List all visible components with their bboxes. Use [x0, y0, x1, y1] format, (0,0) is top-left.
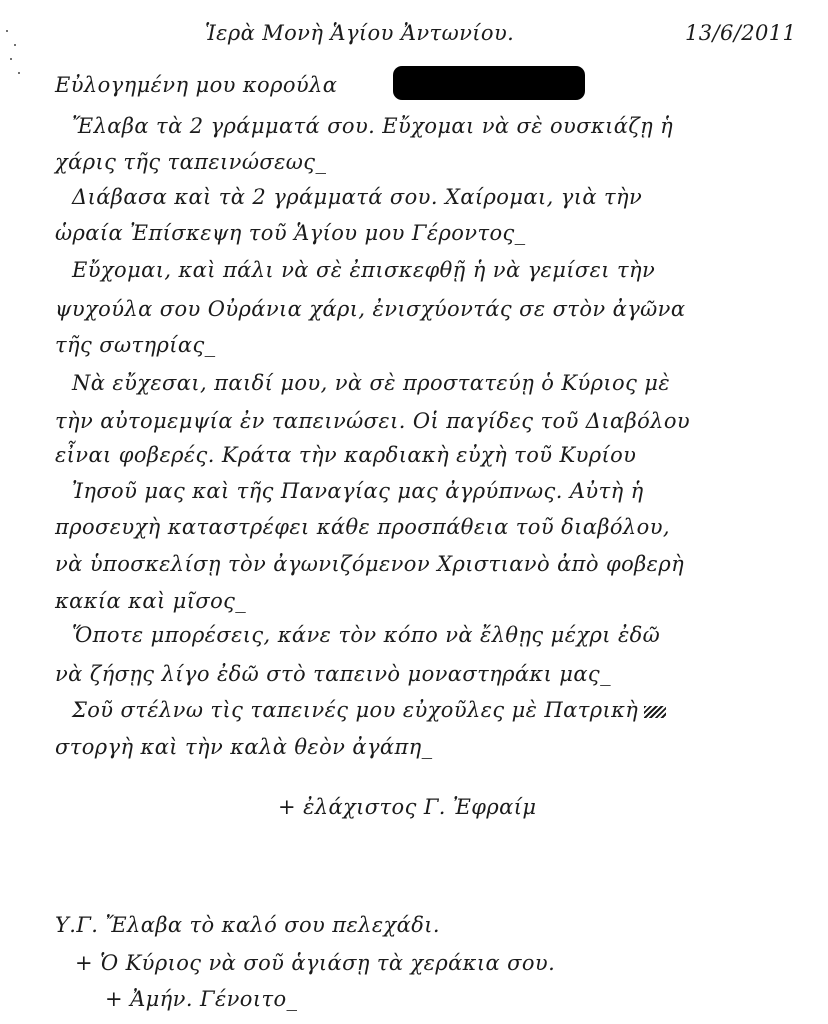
scan-speck [6, 30, 8, 32]
postscript-line: + Ὁ Κύριος νὰ σοῦ ἁγιάσῃ τὰ χεράκια σου. [75, 951, 556, 975]
body-line: χάρις τῆς ταπεινώσεως_ [55, 150, 327, 174]
body-line: Ἰησοῦ μας καὶ τῆς Παναγίας μας ἀγρύπνως. Αὐτὴ ἡ [72, 479, 644, 503]
body-line: ὡραία Ἐπίσκεψη τοῦ Ἁγίου μου Γέροντος_ [55, 221, 526, 245]
body-line: εἶναι φοβερές. Κράτα τὴν καρδιακὴ εὐχὴ τοῦ Κυρίου [55, 443, 637, 467]
postscript-line: Υ.Γ. Ἔλαβα τὸ καλό σου πελεχάδι. [55, 913, 440, 937]
letter-location: Ἱερὰ Μονὴ Ἁγίου Ἀντωνίου. [205, 21, 515, 45]
body-line: Ἔλαβα τὰ 2 γράμματά σου. Εὔχομαι νὰ σὲ ουσκιάζῃ ἡ [72, 114, 674, 138]
scan-speck [10, 58, 12, 60]
body-line: προσευχὴ καταστρέφει κάθε προσπάθεια τοῦ διαβόλου, [55, 515, 670, 539]
scan-speck [18, 72, 20, 74]
redacted-name [393, 66, 585, 100]
body-line [72, 697, 666, 723]
body-line: Εὔχομαι, καὶ πάλι νὰ σὲ ἐπισκεφθῇ ἡ νὰ γεμίσει τὴν [72, 258, 656, 282]
body-line: στοργὴ καὶ τὴν καλὰ θεὸν ἀγάπη_ [55, 735, 433, 759]
crossed-out-scribble [644, 706, 666, 718]
letter-greeting: Εὐλογημένη μου κορούλα [55, 73, 338, 97]
body-line: τὴν αὐτομεμψία ἐν ταπεινώσει. Οἱ παγίδες τοῦ Διαβόλου [55, 409, 691, 433]
body-line: Διάβασα καὶ τὰ 2 γράμματά σου. Χαίρομαι, γιὰ τὴν [72, 185, 643, 209]
body-line-text: Σοῦ στέλνω τὶς ταπεινές μου εὐχοῦλες μὲ Πατρικὴ [72, 698, 639, 722]
body-line: ψυχούλα σου Οὐράνια χάρι, ἐνισχύοντάς σε στὸν ἀγῶνα [55, 297, 686, 321]
body-line: νὰ ζήσῃς λίγο ἐδῶ στὸ ταπεινὸ μοναστηράκι μας_ [55, 662, 611, 686]
body-line: νὰ ὑποσκελίσῃ τὸν ἀγωνιζόμενον Χριστιανὸ ἀπὸ φοβερὴ [55, 552, 685, 576]
letter-date: 13/6/2011 [685, 21, 797, 45]
scan-speck [14, 44, 16, 46]
body-line: τῆς σωτηρίας_ [55, 333, 216, 357]
postscript-line: + Ἀμήν. Γένοιτο_ [105, 987, 298, 1011]
body-line: κακία καὶ μῖσος_ [55, 589, 247, 613]
body-line: Νὰ εὔχεσαι, παιδί μου, νὰ σὲ προστατεύῃ ὁ Κύριος μὲ [72, 371, 671, 395]
body-line: Ὅποτε μπορέσεις, κάνε τὸν κόπο νὰ ἔλθῃς μέχρι ἐδῶ [72, 623, 661, 647]
letter-signature: + ἐλάχιστος Γ. Ἐφραίμ [278, 795, 537, 819]
